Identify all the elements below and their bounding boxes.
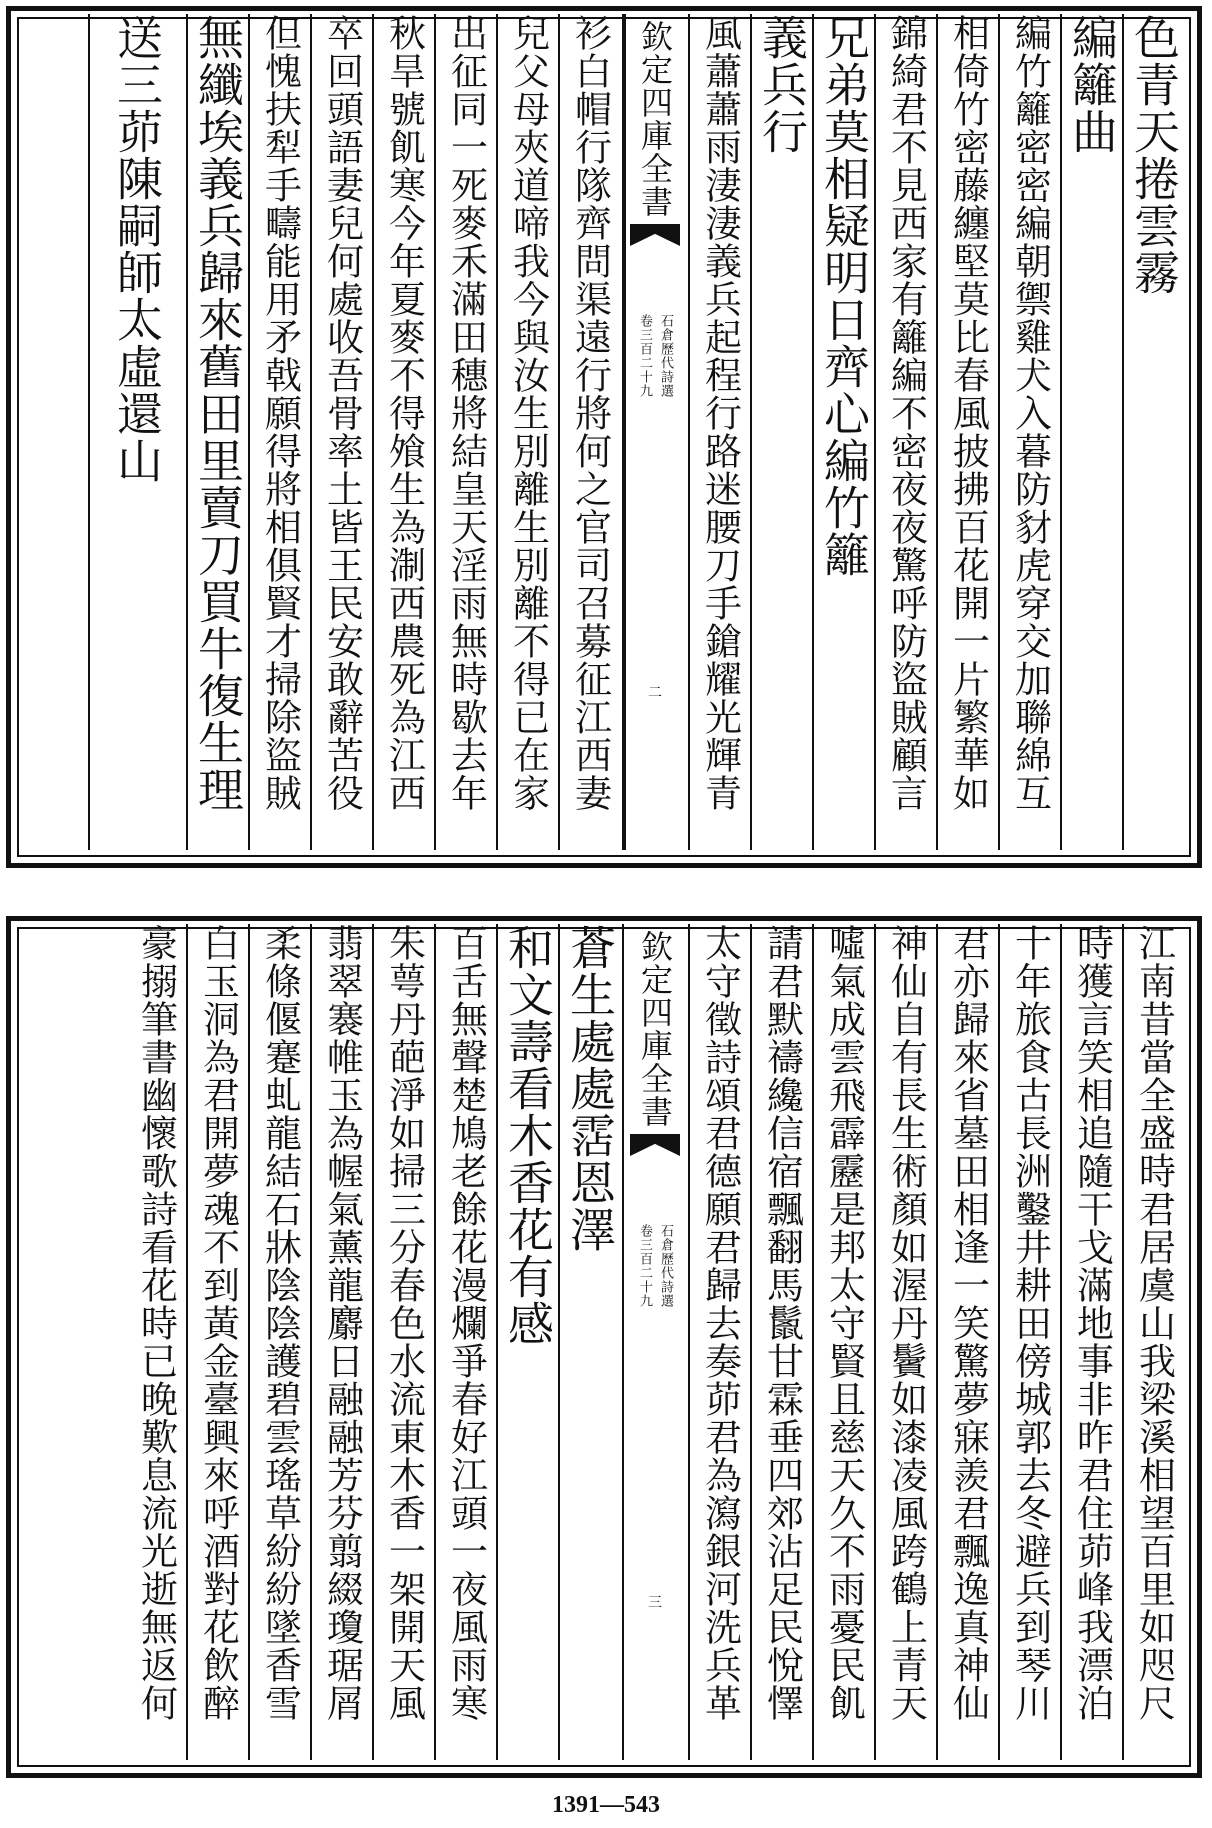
text-column: 請君默禱纔信宿飄翻馬鬛甘霖垂四郊沾足民悅懌	[760, 924, 804, 1722]
text-column: 秋旱號飢寒今年夏麥不得飧生為淛西農死為江西	[382, 14, 426, 812]
text-column: 相倚竹密藤纏堅莫比春風披拂百花開一片繁華如	[946, 14, 990, 812]
text-column: 兄弟莫相疑明日齊心編竹籬	[817, 14, 871, 578]
text-column: 翡翠褰帷玉為幄氣薰龍麝日融融芳芬翦綴瓊琚屑	[320, 924, 364, 1722]
text-column: 噓氣成雲飛霹靂是邦太守賢且慈天久不雨憂民飢	[822, 924, 866, 1722]
poem-title: 送三茆陳嗣師太虛還山	[110, 14, 164, 484]
text-column: 無纖埃義兵歸來舊田里賣刀買牛復生理	[191, 14, 245, 813]
center-source: 卷三百二十九 石倉歷代詩選	[637, 1224, 673, 1308]
text-column: 豪搦筆書幽懷歌詩看花時已晚歎息流光逝無返何	[134, 924, 178, 1722]
fish-tail-mark	[630, 224, 680, 246]
text-column: 十年旅食古長洲鑿井耕田傍城郭去冬避兵到琴川	[1008, 924, 1052, 1722]
text-column: 太守徵詩頌君德願君歸去奏茆君為瀉銀河洗兵革	[698, 924, 742, 1722]
text-column: 錦綺君不見西家有籬編不密夜夜驚呼防盜賊顧言	[884, 14, 928, 812]
text-column: 出征同一死麥禾滿田穗將結皇天淫雨無時歇去年	[444, 14, 488, 812]
text-column: 蒼生處處霑恩澤	[563, 924, 617, 1253]
center-fold	[624, 14, 686, 850]
page-footer-number: 1391—543	[552, 1792, 660, 1818]
text-column: 白玉洞為君開夢魂不到黃金臺興來呼酒對花飲醉	[196, 924, 240, 1722]
text-column: 編竹籬密密編朝禦雞犬入暮防豺虎穿交加聯綿互	[1008, 14, 1052, 812]
folio-number: 三	[648, 1595, 662, 1611]
text-column: 衫白帽行隊齊問渠遠行將何之官司召募征江西妻	[568, 14, 612, 812]
text-column: 但愧扶犁手疇能用矛戟願得將相俱賢才掃除盜賊	[258, 14, 302, 812]
text-column: 兒父母夾道啼我今與汝生別離生別離不得已在家	[506, 14, 550, 812]
text-column: 風蕭蕭雨淒淒義兵起程行路迷腰刀手鎗耀光輝青	[698, 14, 742, 812]
poem-title: 和文壽看木香花有感	[501, 924, 555, 1347]
text-column: 時獲言笑相追隨干戈滿地事非昨君住茆峰我漂泊	[1070, 924, 1114, 1722]
page-bottom	[0, 910, 1212, 1818]
fish-tail-mark	[630, 1134, 680, 1156]
center-source: 卷三百二十九 石倉歷代詩選	[637, 314, 673, 398]
folio-number: 二	[648, 685, 662, 701]
text-column: 君亦歸來省墓田相逢一笑驚夢寐羨君飄逸真神仙	[946, 924, 990, 1722]
page-top	[0, 0, 1212, 908]
center-fold	[624, 924, 686, 1760]
poem-title: 義兵行	[755, 14, 809, 155]
center-title: 欽定四庫全書	[636, 20, 674, 218]
text-column: 百舌無聲楚鳩老餘花漫爛爭春好江頭一夜風雨寒	[444, 924, 488, 1722]
text-column: 朱萼丹葩淨如掃三分春色水流東木香一架開天風	[382, 924, 426, 1722]
text-column: 神仙自有長生術顏如渥丹鬢如漆凌風跨鶴上青天	[884, 924, 928, 1722]
text-column: 江南昔當全盛時君居虞山我梁溪相望百里如咫尺	[1132, 924, 1176, 1722]
poem-title: 編籬曲	[1065, 14, 1119, 155]
text-column: 卒回頭語妻兒何處收吾骨率土皆王民安敢辭苦役	[320, 14, 364, 812]
center-title: 欽定四庫全書	[636, 930, 674, 1128]
text-column: 色青天捲雲霧	[1127, 14, 1181, 296]
text-column: 柔條偃蹇虬龍結石牀陰陰護碧雲瑤草紛紛墜香雪	[258, 924, 302, 1722]
